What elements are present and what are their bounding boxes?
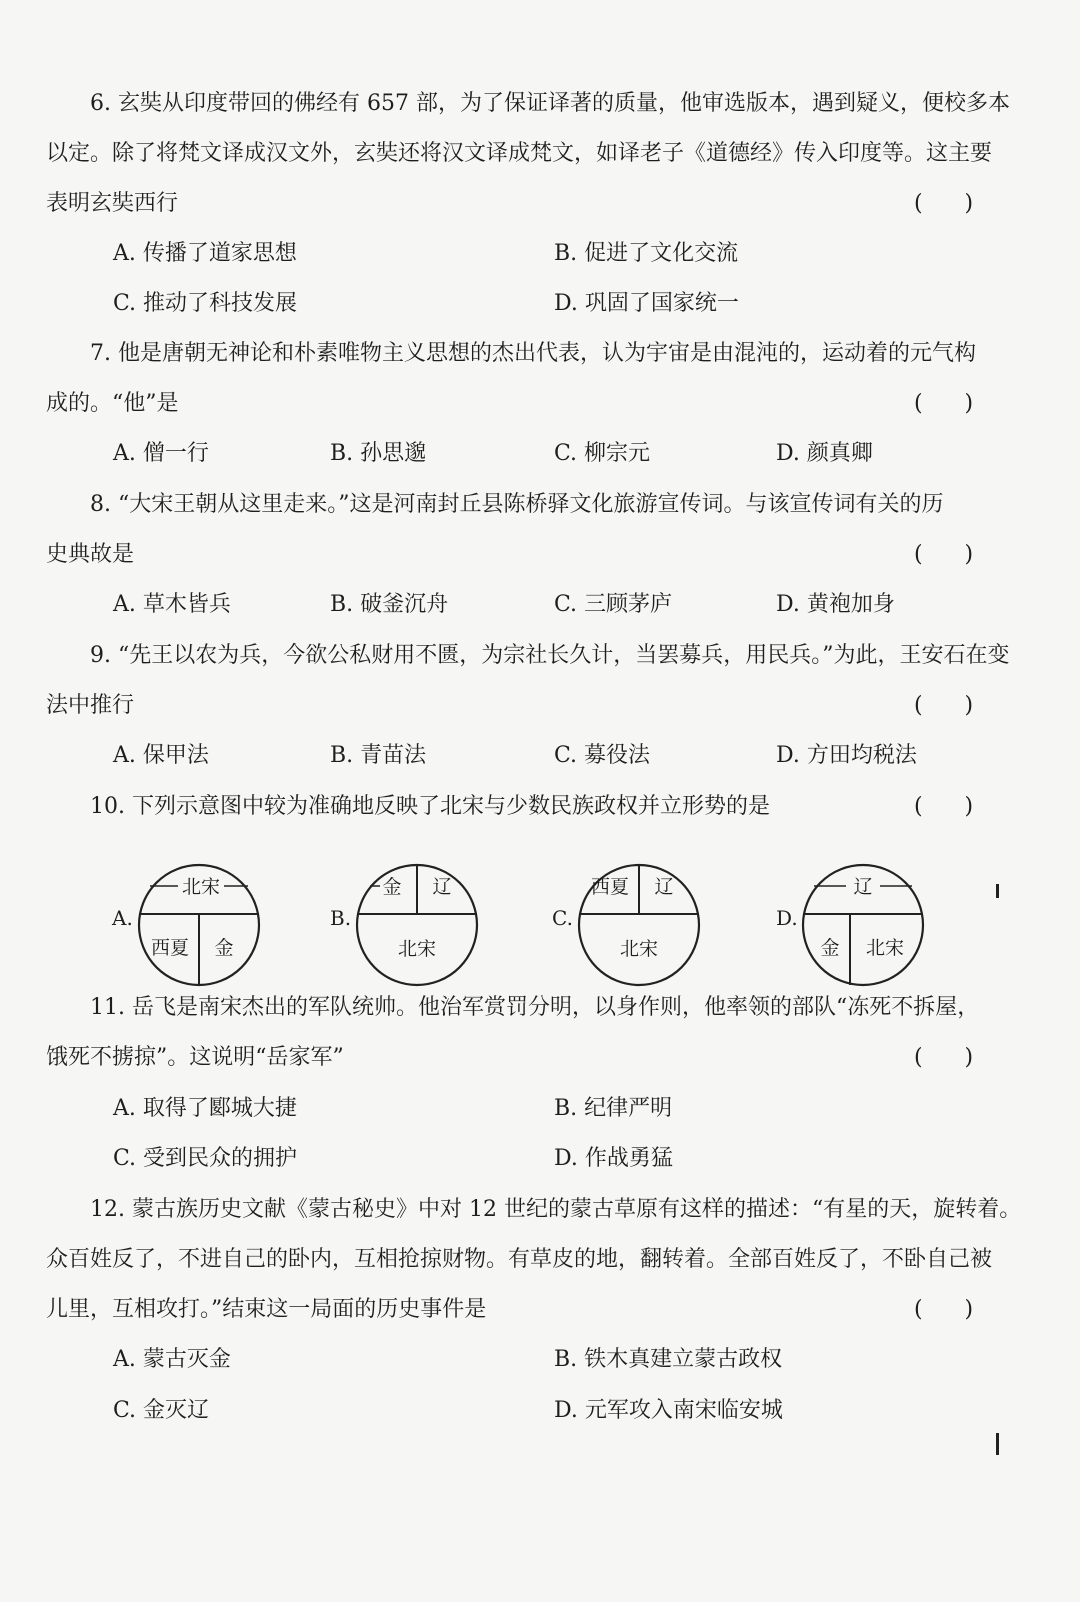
q9-option-b[interactable]: B. 青苗法 xyxy=(330,743,427,768)
q10-option-a-diagram[interactable] xyxy=(112,862,282,992)
q10-answer-bracket[interactable]: ( ) xyxy=(914,794,974,819)
q11-line-1 xyxy=(0,988,1080,1028)
q12-option-d[interactable]: D. 元军攻入南宋临安城 xyxy=(554,1398,783,1423)
margin-mark xyxy=(996,1433,999,1455)
q6-option-a[interactable]: A. 传播了道家思想 xyxy=(113,241,297,266)
q6-line-1 xyxy=(0,84,1080,124)
q10-option-b-circle xyxy=(354,862,484,988)
region-label: 辽 xyxy=(654,876,674,898)
q9-stem-1: 9. “先王以农为兵，今欲公私财用不匮，为宗社长久计，当罢募兵，用民兵。”为此，王安石在变 xyxy=(90,643,1010,668)
q11-stem-1: 11. 岳飞是南宋杰出的军队统帅。他治军赏罚分明，以身作则，他率领的部队“冻死不拆屋， xyxy=(90,995,980,1020)
region-label: 北宋 xyxy=(865,937,905,959)
q10-line-1 xyxy=(0,787,1080,827)
region-label: 西夏 xyxy=(150,937,190,959)
q11-option-c[interactable]: C. 受到民众的拥护 xyxy=(113,1146,298,1171)
q10-option-c-label: C. xyxy=(552,906,573,930)
region-label: 北宋 xyxy=(397,938,437,960)
region-label: 北宋 xyxy=(181,876,221,898)
region-label: 辽 xyxy=(432,876,452,898)
q12-stem-3: 儿里，互相攻打。”结束这一局面的历史事件是 xyxy=(46,1297,487,1322)
region-label: 辽 xyxy=(853,876,873,898)
q7-option-b[interactable]: B. 孙思邈 xyxy=(330,441,427,466)
q6-options-row-1 xyxy=(0,234,1080,274)
q7-options-row xyxy=(0,434,1080,474)
q9-line-2 xyxy=(0,686,1080,726)
q10-option-c-diagram[interactable] xyxy=(552,862,722,992)
q10-stem-1: 10. 下列示意图中较为准确地反映了北宋与少数民族政权并立形势的是 xyxy=(90,794,770,819)
q11-answer-bracket[interactable]: ( ) xyxy=(914,1045,974,1070)
q12-line-3 xyxy=(0,1290,1080,1330)
q6-options-row-2 xyxy=(0,284,1080,324)
q7-line-2 xyxy=(0,384,1080,424)
region-label: 金 xyxy=(214,937,234,959)
q10-option-d-circle xyxy=(800,862,930,988)
q11-stem-2: 饿死不掳掠”。这说明“岳家军” xyxy=(46,1045,344,1070)
q12-stem-2: 众百姓反了，不进自己的卧内，互相抢掠财物。有草皮的地，翻转着。全部百姓反了，不卧自己被 xyxy=(46,1247,993,1272)
q8-stem-2: 史典故是 xyxy=(46,542,135,567)
region-label: 金 xyxy=(820,937,840,959)
q10-option-b-diagram[interactable] xyxy=(330,862,500,992)
q10-option-a-circle xyxy=(136,862,266,988)
q7-option-a[interactable]: A. 僧一行 xyxy=(113,441,209,466)
q10-option-d-label: D. xyxy=(776,906,798,930)
q12-line-1 xyxy=(0,1190,1080,1230)
q7-line-1 xyxy=(0,334,1080,374)
q8-option-c[interactable]: C. 三顾茅庐 xyxy=(554,592,673,617)
q11-options-row-2 xyxy=(0,1139,1080,1179)
q8-stem-1: 8. “大宋王朝从这里走来。”这是河南封丘县陈桥驿文化旅游宣传词。与该宣传词有关的历 xyxy=(90,492,944,517)
q6-option-b[interactable]: B. 促进了文化交流 xyxy=(554,241,739,266)
q6-option-c[interactable]: C. 推动了科技发展 xyxy=(113,291,298,316)
q7-answer-bracket[interactable]: ( ) xyxy=(914,391,974,416)
q11-option-a[interactable]: A. 取得了郾城大捷 xyxy=(113,1096,297,1121)
q6-option-d[interactable]: D. 巩固了国家统一 xyxy=(554,291,739,316)
q9-options-row xyxy=(0,736,1080,776)
q6-stem-1: 6. 玄奘从印度带回的佛经有 657 部，为了保证译著的质量，他审选版本，遇到疑义，便校多本 xyxy=(90,91,1010,116)
q6-answer-bracket[interactable]: ( ) xyxy=(914,191,974,216)
q7-option-d[interactable]: D. 颜真卿 xyxy=(776,441,873,466)
q12-options-row-2 xyxy=(0,1391,1080,1431)
q12-answer-bracket[interactable]: ( ) xyxy=(914,1297,974,1322)
q7-option-c[interactable]: C. 柳宗元 xyxy=(554,441,651,466)
q8-option-a[interactable]: A. 草木皆兵 xyxy=(113,592,231,617)
q12-option-b[interactable]: B. 铁木真建立蒙古政权 xyxy=(554,1347,783,1372)
q7-stem-1: 7. 他是唐朝无神论和朴素唯物主义思想的杰出代表，认为宇宙是由混沌的，运动着的元气构 xyxy=(90,341,976,366)
q6-stem-2: 以定。除了将梵文译成汉文外，玄奘还将汉文译成梵文，如译老子《道德经》传入印度等。这主要 xyxy=(46,141,993,166)
q9-option-c[interactable]: C. 募役法 xyxy=(554,743,651,768)
q11-option-d[interactable]: D. 作战勇猛 xyxy=(554,1146,673,1171)
q8-options-row xyxy=(0,585,1080,625)
q8-line-2 xyxy=(0,535,1080,575)
q7-stem-2: 成的。“他”是 xyxy=(46,391,179,416)
q12-option-a[interactable]: A. 蒙古灭金 xyxy=(113,1347,231,1372)
q12-options-row-1 xyxy=(0,1340,1080,1380)
q12-stem-1: 12. 蒙古族历史文献《蒙古秘史》中对 12 世纪的蒙古草原有这样的描述：“有星的天，旋转着。 xyxy=(90,1197,1022,1222)
region-label: 北宋 xyxy=(619,938,659,960)
q9-line-1 xyxy=(0,636,1080,676)
region-label: 金 xyxy=(382,876,402,898)
q6-line-2 xyxy=(0,134,1080,174)
q8-option-d[interactable]: D. 黄袍加身 xyxy=(776,592,895,617)
q9-option-d[interactable]: D. 方田均税法 xyxy=(776,743,917,768)
q6-stem-3: 表明玄奘西行 xyxy=(46,191,179,216)
q10-option-a-label: A. xyxy=(112,906,133,930)
q12-line-2 xyxy=(0,1240,1080,1280)
q11-line-2 xyxy=(0,1038,1080,1078)
q11-options-row-1 xyxy=(0,1089,1080,1129)
region-label: 西夏 xyxy=(590,876,630,898)
q8-answer-bracket[interactable]: ( ) xyxy=(914,542,974,567)
q6-line-3 xyxy=(0,184,1080,224)
q9-stem-2: 法中推行 xyxy=(46,693,135,718)
q10-option-c-circle xyxy=(576,862,706,988)
q8-option-b[interactable]: B. 破釜沉舟 xyxy=(330,592,449,617)
q10-option-b-label: B. xyxy=(330,906,352,930)
margin-mark xyxy=(996,884,999,898)
q10-option-d-diagram[interactable] xyxy=(776,862,946,992)
q9-option-a[interactable]: A. 保甲法 xyxy=(113,743,209,768)
q8-line-1 xyxy=(0,485,1080,525)
q9-answer-bracket[interactable]: ( ) xyxy=(914,693,974,718)
q12-option-c[interactable]: C. 金灭辽 xyxy=(113,1398,210,1423)
q11-option-b[interactable]: B. 纪律严明 xyxy=(554,1096,673,1121)
